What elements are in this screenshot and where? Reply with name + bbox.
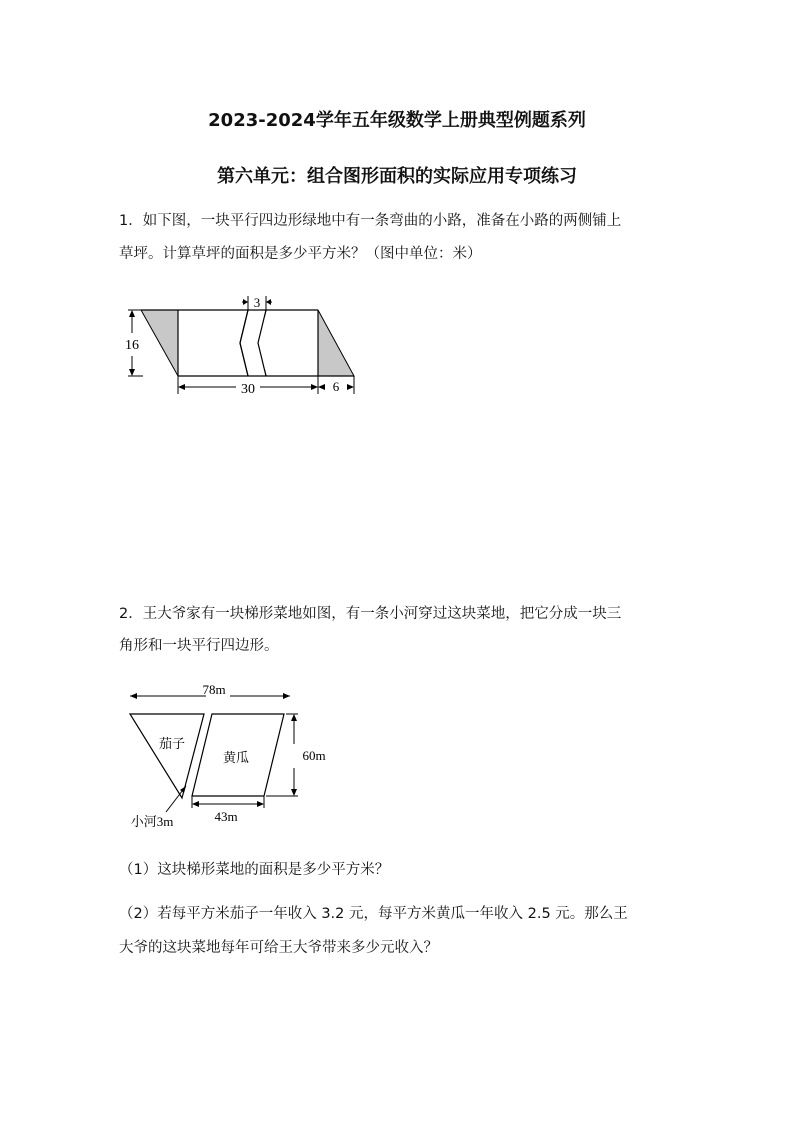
height-label-2: 60m: [302, 748, 326, 763]
river-label: 小河3m: [130, 814, 174, 829]
question-2-line-1: 2．王大爷家有一块梯形菜地如图，有一条小河穿过这块菜地，把它分成一块三: [119, 606, 622, 622]
bottom-length-label: 43m: [214, 809, 238, 824]
question-2-part-2-line-2: 大爷的这块菜地每年可给王大爷带来多少元收入？: [119, 940, 438, 956]
right-shaded-triangle: [318, 310, 354, 376]
triangle-plot: [130, 714, 204, 798]
page-subtitle: 第六单元：组合图形面积的实际应用专项练习: [217, 166, 577, 187]
left-shaded-triangle: [141, 310, 178, 376]
question-1-line-2: 草坪。计算草坪的面积是多少平方米？（图中单位：米）: [119, 246, 482, 262]
question-2-part-2-line-1: （2）若每平方米茄子一年收入 3.2 元，每平方米黄瓜一年收入 2.5 元。那么王: [119, 906, 628, 922]
figure-1-parallelogram-path: [118, 290, 368, 402]
side-label: 6: [332, 379, 340, 394]
parallelogram-label: 黄瓜: [222, 750, 250, 765]
triangle-label: 茄子: [158, 736, 186, 751]
question-2-line-2: 角形和一块平行四边形。: [119, 638, 279, 654]
question-1-line-1: 1．如下图，一块平行四边形绿地中有一条弯曲的小路，准备在小路的两侧铺上: [119, 213, 622, 229]
page-title: 2023-2024学年五年级数学上册典型例题系列: [208, 110, 586, 131]
height-label: 16: [125, 338, 139, 353]
figure-2-trapezoid-garden: [118, 682, 338, 832]
path-width-label: 3: [253, 295, 261, 310]
question-2-part-1: （1）这块梯形菜地的面积是多少平方米？: [119, 862, 390, 878]
top-length-label: 78m: [202, 682, 226, 697]
base-label: 30: [241, 382, 255, 397]
